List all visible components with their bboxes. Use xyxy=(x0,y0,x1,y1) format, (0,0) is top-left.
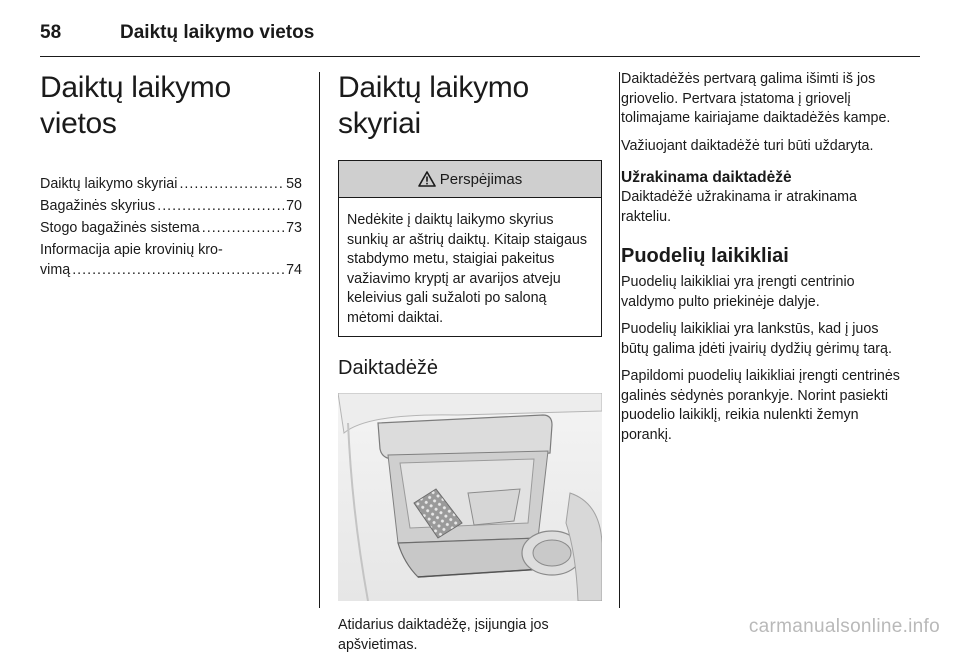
page-number: 58 xyxy=(40,22,62,43)
glovebox-photo xyxy=(338,393,602,601)
paragraph: Puodelių laikikliai yra lankstūs, kad į juos būtų galima įdėti įvairių dydžių gėrimų tarą. xyxy=(621,321,892,357)
toc-leader xyxy=(202,218,284,238)
toc-item-label-line1: Informacija apie krovinių kro- xyxy=(40,242,223,258)
toc-item[interactable] xyxy=(40,240,302,280)
header-title: Daiktų laikymo vietos xyxy=(120,22,315,43)
warning-heading: Perspėjimas xyxy=(439,170,523,188)
page-header xyxy=(40,12,920,57)
toc-item-page: 74 xyxy=(286,262,302,278)
toc-leader xyxy=(157,196,284,216)
section-column xyxy=(338,70,602,655)
warning-text: Nedėkite į daiktų laikymo skyrius sunkių ar aštrių daiktų. Kitaip staigaus stabdymo metu, staigiai pakeitus važiavimo kryptį ar avarijos atveju keleivius gali sužaloti po saloną mėtomi daiktai. xyxy=(347,212,587,326)
toc-item-label: Daiktų laikymo skyriai xyxy=(40,176,178,192)
column-divider xyxy=(619,72,620,608)
table-of-contents xyxy=(40,174,302,280)
warning-header xyxy=(339,161,601,198)
chapter-title: Daiktų laikymo vietos xyxy=(40,71,231,140)
lockable-glovebox-title: Užrakinama daiktadėžė xyxy=(621,169,792,186)
toc-item-label: Bagažinės skyrius xyxy=(40,198,156,214)
warning-box xyxy=(338,160,602,337)
photo-caption: Atidarius daiktadėžę, įsijungia jos apšvietimas. xyxy=(338,617,549,653)
column-divider xyxy=(319,72,320,608)
toc-leader xyxy=(179,174,284,194)
toc-item-label: Stogo bagažinės sistema xyxy=(40,220,200,236)
paragraph: Puodelių laikikliai yra įrengti centrinio valdymo pulto priekinėje dalyje. xyxy=(621,274,855,310)
paragraph: Daiktadėžė užrakinama ir atrakinama rakteliu. xyxy=(621,189,858,225)
toc-item[interactable] xyxy=(40,218,302,238)
warning-triangle-icon xyxy=(418,171,436,187)
paragraph: Papildomi puodelių laikikliai įrengti centrinės galinės sėdynės porankyje. Norint pasiekti puodelio laikiklį, reikia nulenkti žemyn porankį. xyxy=(621,368,900,443)
cupholders-title: Puodelių laikikliai xyxy=(621,245,789,267)
toc-item-label: vimą xyxy=(40,262,71,278)
toc-item-page: 58 xyxy=(286,176,302,192)
right-column xyxy=(621,70,903,453)
glovebox-title: Daiktadėžė xyxy=(338,357,439,379)
watermark: carmanualsonline.info xyxy=(748,616,940,637)
toc-leader xyxy=(72,260,284,280)
toc-column xyxy=(40,70,302,282)
toc-item-page: 73 xyxy=(286,220,302,236)
paragraph: Daiktadėžės pertvarą galima išimti iš jos griovelio. Pertvara įstatoma į griovelį tolimajame kairiajame daiktadėžės kampe. xyxy=(621,71,891,126)
toc-item[interactable] xyxy=(40,174,302,194)
section-title: Daiktų laikymo skyriai xyxy=(338,71,529,140)
paragraph: Važiuojant daiktadėžė turi būti uždaryta. xyxy=(621,137,874,154)
toc-item-page: 70 xyxy=(286,198,302,214)
toc-item[interactable] xyxy=(40,196,302,216)
